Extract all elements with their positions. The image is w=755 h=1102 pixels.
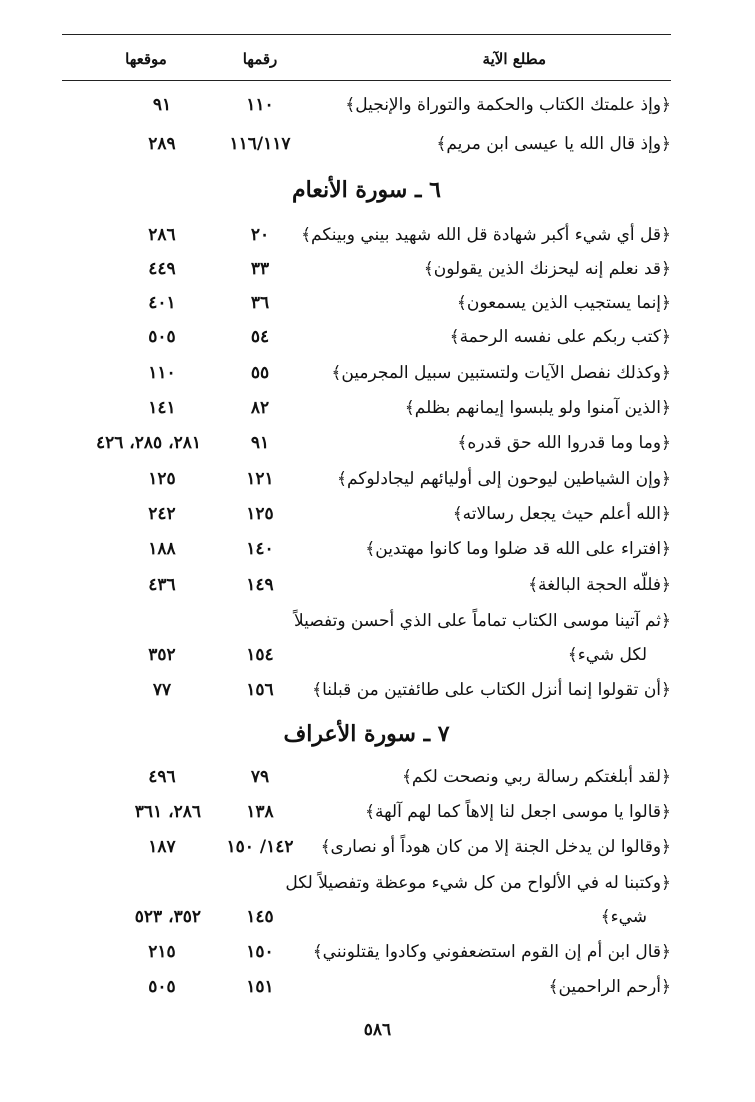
table-row (62, 866, 671, 900)
verse-number: ٥٥ (250, 363, 270, 383)
table-row (62, 760, 671, 794)
verse-number: ٣٦ (250, 293, 270, 313)
verse-start: ﴿فللّه الحجة البالغة﴾ (528, 575, 671, 595)
table-row (62, 497, 671, 531)
page-location: ١٨٨ (148, 539, 176, 559)
page-location: ٢٤٢ (148, 504, 176, 524)
table-row (62, 604, 671, 638)
verse-number: ٢٠ (250, 225, 270, 245)
page-location: ٧٧ (152, 680, 172, 700)
verse-start: ﴿وكتبنا له في الألواح من كل شيء موعظة وتفصيلاً لكل (285, 873, 671, 893)
verse-number: ٨٢ (250, 398, 270, 418)
table-row (62, 673, 671, 707)
page-location: ٢٨٦ (148, 225, 176, 245)
verse-start: ﴿وقالوا لن يدخل الجنة إلا من كان هوداً أو نصارى﴾ (320, 837, 671, 857)
verse-number: ١٥١ (246, 977, 274, 997)
header-verse-number: رقمها (242, 50, 278, 68)
verse-number: ١٣٨ (246, 802, 274, 822)
table-row (62, 127, 671, 161)
table-row (62, 462, 671, 496)
page-location: ٤٩٦ (148, 767, 176, 787)
page-location: ٤٣٦ (148, 575, 176, 595)
verse-start: ﴿وما وما قدروا الله حق قدره﴾ (457, 433, 671, 453)
table-row (62, 795, 671, 829)
page-location: ٥٠٥ (148, 327, 176, 347)
verse-start: ﴿ثم آتينا موسى الكتاب تماماً على الذي أحسن وتفصيلاً (293, 611, 671, 631)
page-location: ٩١ (152, 95, 172, 115)
verse-start: ﴿قالوا يا موسى اجعل لنا إلاهاً كما لهم آلهة﴾ (365, 802, 671, 822)
table-row (62, 830, 671, 864)
table-row (62, 286, 671, 320)
page-location: ٤٠١ (148, 293, 176, 313)
table-row (62, 935, 671, 969)
page-location: ٢٨٦، ٣٦١ (134, 802, 201, 822)
table-row-continuation (62, 900, 671, 934)
verse-start: ﴿الذين آمنوا ولو يلبسوا إيمانهم بظلم﴾ (404, 398, 671, 418)
verse-start: ﴿وإذ قال الله يا عيسى ابن مريم﴾ (436, 134, 671, 154)
verse-start: ﴿قال ابن أم إن القوم استضعفوني وكادوا يقتلونني﴾ (312, 942, 671, 962)
verse-number: ٩١ (250, 433, 270, 453)
table-row (62, 970, 671, 1004)
verse-start-continued: لكل شيء﴾ (567, 645, 647, 665)
verse-start: ﴿وإذ علمتك الكتاب والحكمة والتوراة والإنجيل﴾ (345, 95, 671, 115)
verse-start: ﴿وكذلك نفصل الآيات ولتستبين سبيل المجرمين﴾ (331, 363, 671, 383)
page-number: ٥٨٦ (363, 1020, 392, 1040)
table-row-continuation (62, 638, 671, 672)
verse-number: ١٤٢/ ١٥٠ (226, 837, 294, 857)
verse-number: ١١٠ (246, 95, 274, 115)
table-row (62, 426, 671, 460)
verse-number: ١٢٥ (246, 504, 274, 524)
page-location: ١٢٥ (148, 469, 176, 489)
table-row (62, 532, 671, 566)
page-location: ٣٥٢، ٥٢٣ (134, 907, 201, 927)
verse-start: ﴿افتراء على الله قد ضلوا وما كانوا مهتدين﴾ (365, 539, 671, 559)
header-bottom-rule (62, 80, 671, 81)
header-top-rule (62, 34, 671, 35)
verse-number: ١٤٠ (246, 539, 274, 559)
verse-number: ١٥٤ (246, 645, 274, 665)
table-row (62, 218, 671, 252)
section-title: ٦ ـ سورة الأنعام (292, 177, 441, 203)
page-location: ٢٨١، ٢٨٥، ٤٢٦ (95, 433, 201, 453)
table-row (62, 88, 671, 122)
page-location: ١٤١ (148, 398, 176, 418)
table-row (62, 568, 671, 602)
header-location: موقعها (125, 50, 167, 68)
table-row (62, 356, 671, 390)
table-row (62, 391, 671, 425)
verse-start: ﴿وإن الشياطين ليوحون إلى أوليائهم ليجادلوكم﴾ (337, 469, 671, 489)
verse-start: ﴿لقد أبلغتكم رسالة ربي ونصحت لكم﴾ (401, 767, 671, 787)
page-location: ٣٥٢ (148, 645, 176, 665)
header-verse-start: مطلع الآية (482, 50, 546, 68)
verse-start: ﴿أرحم الراحمين﴾ (548, 977, 671, 997)
page-location: ٤٤٩ (148, 259, 176, 279)
page-location: ٥٠٥ (148, 977, 176, 997)
verse-start: ﴿إنما يستجيب الذين يسمعون﴾ (456, 293, 671, 313)
verse-start-continued: شيء﴾ (600, 907, 647, 927)
table-row (62, 252, 671, 286)
verse-number: ١٢١ (246, 469, 274, 489)
page-location: ١٨٧ (148, 837, 176, 857)
verse-start: ﴿أن تقولوا إنما أنزل الكتاب على طائفتين من قبلنا﴾ (312, 680, 671, 700)
page-location: ١١٠ (148, 363, 176, 383)
verse-start: ﴿قد نعلم إنه ليحزنك الذين يقولون﴾ (423, 259, 671, 279)
verse-start: ﴿كتب ربكم على نفسه الرحمة﴾ (449, 327, 671, 347)
verse-start: ﴿قل أي شيء أكبر شهادة قل الله شهيد بيني وبينكم﴾ (301, 225, 671, 245)
verse-number: ١٤٩ (246, 575, 274, 595)
verse-number: ١١٦/١١٧ (229, 134, 291, 154)
verse-number: ١٤٥ (246, 907, 274, 927)
verse-number: ٧٩ (250, 767, 270, 787)
verse-number: ٣٣ (250, 259, 270, 279)
verse-number: ١٥٦ (246, 680, 274, 700)
section-title: ٧ ـ سورة الأعراف (283, 721, 450, 747)
page-location: ٢١٥ (148, 942, 176, 962)
verse-number: ١٥٠ (246, 942, 274, 962)
verse-start: ﴿الله أعلم حيث يجعل رسالاته﴾ (452, 504, 671, 524)
page-location: ٢٨٩ (148, 134, 176, 154)
table-header (62, 44, 671, 74)
verse-number: ٥٤ (250, 327, 270, 347)
table-row (62, 320, 671, 354)
